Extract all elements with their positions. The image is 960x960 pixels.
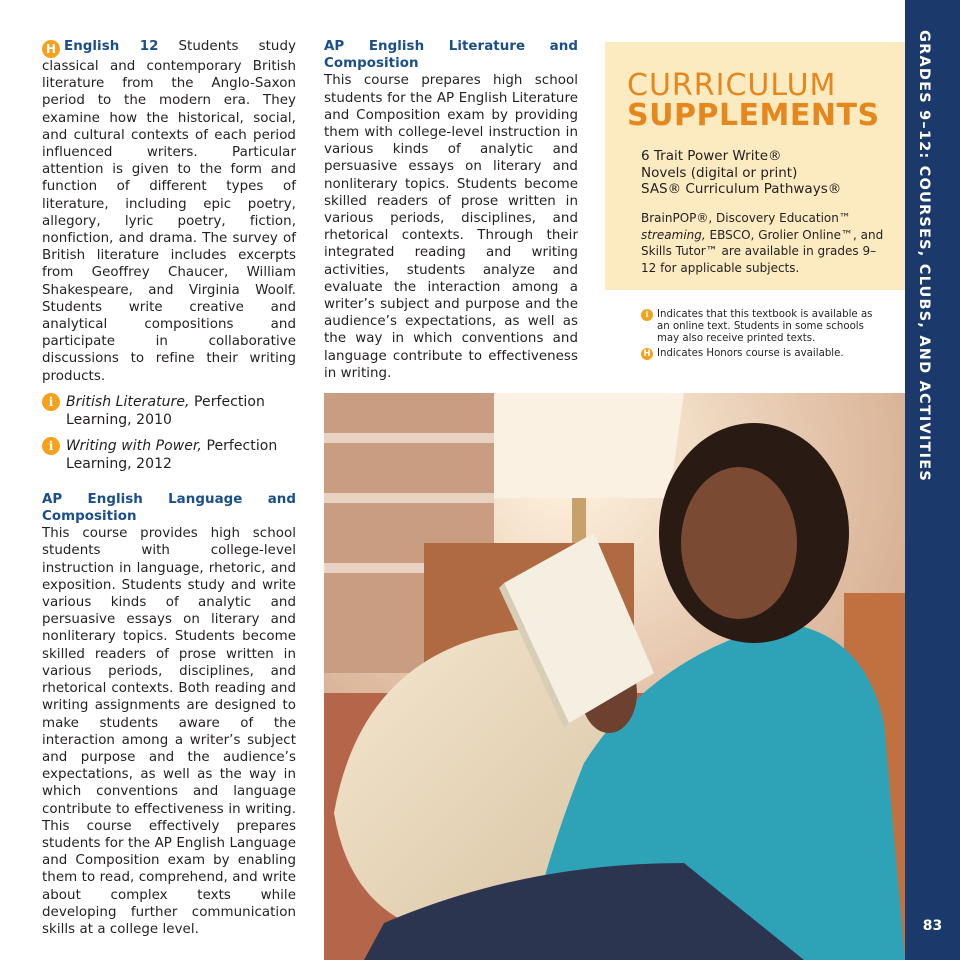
- legend-honors-text: Indicates Honors course is available.: [657, 348, 844, 359]
- supplements-title-line1: CURRICULUM: [627, 68, 837, 103]
- textbook-item: [42, 393, 296, 429]
- ap-literature-body: This course prepares high school students for the AP English Literature and Composition exam by providing them with college-level instruction in various kinds of analytic and persuasive essays on literary and nonliterary topics. Students become skilled readers of prose written in various periods, disciplines, and rhetorical contexts. Through their integrated reading and writing activities, students analyze and evaluate the interaction among a writer’s subject and purpose and the audience’s expectations, as well as the way in which conventions and language contribute to effectiveness in writing.: [324, 73, 578, 381]
- textbook-publisher: Perfection Learning, 2010: [66, 393, 265, 428]
- page-number: 83: [922, 918, 943, 934]
- photo-illustration: [324, 393, 905, 960]
- supplements-note-part1: BrainPOP®, Discovery Education™: [641, 211, 851, 225]
- legend-honors: [641, 348, 881, 360]
- supplements-note-part2: EBSCO, Grolier Online™, and Skills Tutor™ are available in grades 9–12 for applicable subjects.: [641, 227, 884, 275]
- supplements-list: [641, 148, 841, 198]
- textbook-publisher: Perfection Learning, 2012: [66, 437, 278, 472]
- column-left: [42, 38, 296, 938]
- ap-language-section: [42, 491, 296, 938]
- online-text-icon: i: [42, 437, 60, 455]
- honors-icon: H: [42, 40, 60, 58]
- section-sidebar: [905, 0, 960, 960]
- english12-paragraph: [42, 38, 296, 385]
- textbook-citation: [66, 393, 296, 429]
- sidebar-section-title: GRADES 9–12: COURSES, CLUBS, AND ACTIVITIES: [916, 30, 932, 482]
- student-reading-photo: [324, 393, 905, 960]
- supplement-item: Novels (digital or print): [641, 164, 798, 181]
- ap-literature-heading: AP English Literature and Composition: [324, 39, 578, 72]
- ap-language-body: This course provides high school students with college-level instruction in language, rhetoric, and exposition. Students study and write various kinds of analytic and persuasive essays on literary and nonliterary topics. Students become skilled readers of prose written in various periods, disciplines, and rhetorical contexts. Both reading and writing assignments are designed to make students aware of the interaction among a writer’s subject and purpose and the audience’s expectations, as well as the way in which conventions and language contribute to effectiveness in writing. This course effectively prepares students for the AP English Language and Composition exam by enabling them to read, comprehend, and write about complex texts while developing further communication skills at a college level.: [42, 526, 296, 937]
- legend-online: [641, 309, 881, 345]
- textbook-item: [42, 437, 296, 473]
- supplements-note: [641, 210, 891, 276]
- online-text-icon: i: [641, 309, 653, 321]
- supplements-note-italic: streaming,: [641, 227, 706, 242]
- english12-body: Students study classical and contemporary British literature from the Anglo-Saxon period to the modern era. They examine how the historical, social, and cultural contexts of each period influenced writers. Particular attention is given to the form and function of different types of literature, including epic poetry, allegory, lyric poetry, fiction, nonfiction, and drama. The survey of British literature includes excerpts from Geoffrey Chaucer, William Shakespeare, and Virginia Woolf. Students write creative and analytical compositions and participate in collaborative discussions to refine their writing products.: [42, 39, 296, 384]
- ap-language-heading: AP English Language and Composition: [42, 491, 296, 525]
- textbook-title: British Literature,: [66, 393, 190, 410]
- supplement-item: 6 Trait Power Write®: [641, 148, 782, 164]
- supplements-title-line2: SUPPLEMENTS: [627, 98, 880, 133]
- textbook-title: Writing with Power,: [66, 437, 202, 454]
- honors-icon: H: [641, 348, 653, 360]
- supplement-item: SAS® Curriculum Pathways®: [641, 181, 842, 197]
- textbook-citation: [66, 437, 296, 473]
- curriculum-supplements-box: [605, 42, 905, 290]
- online-text-icon: i: [42, 393, 60, 411]
- legend-online-text: Indicates that this textbook is available as an online text. Students in some schools may also receive printed texts.: [657, 309, 873, 344]
- column-middle: [324, 38, 578, 382]
- english12-heading: English 12: [64, 39, 159, 54]
